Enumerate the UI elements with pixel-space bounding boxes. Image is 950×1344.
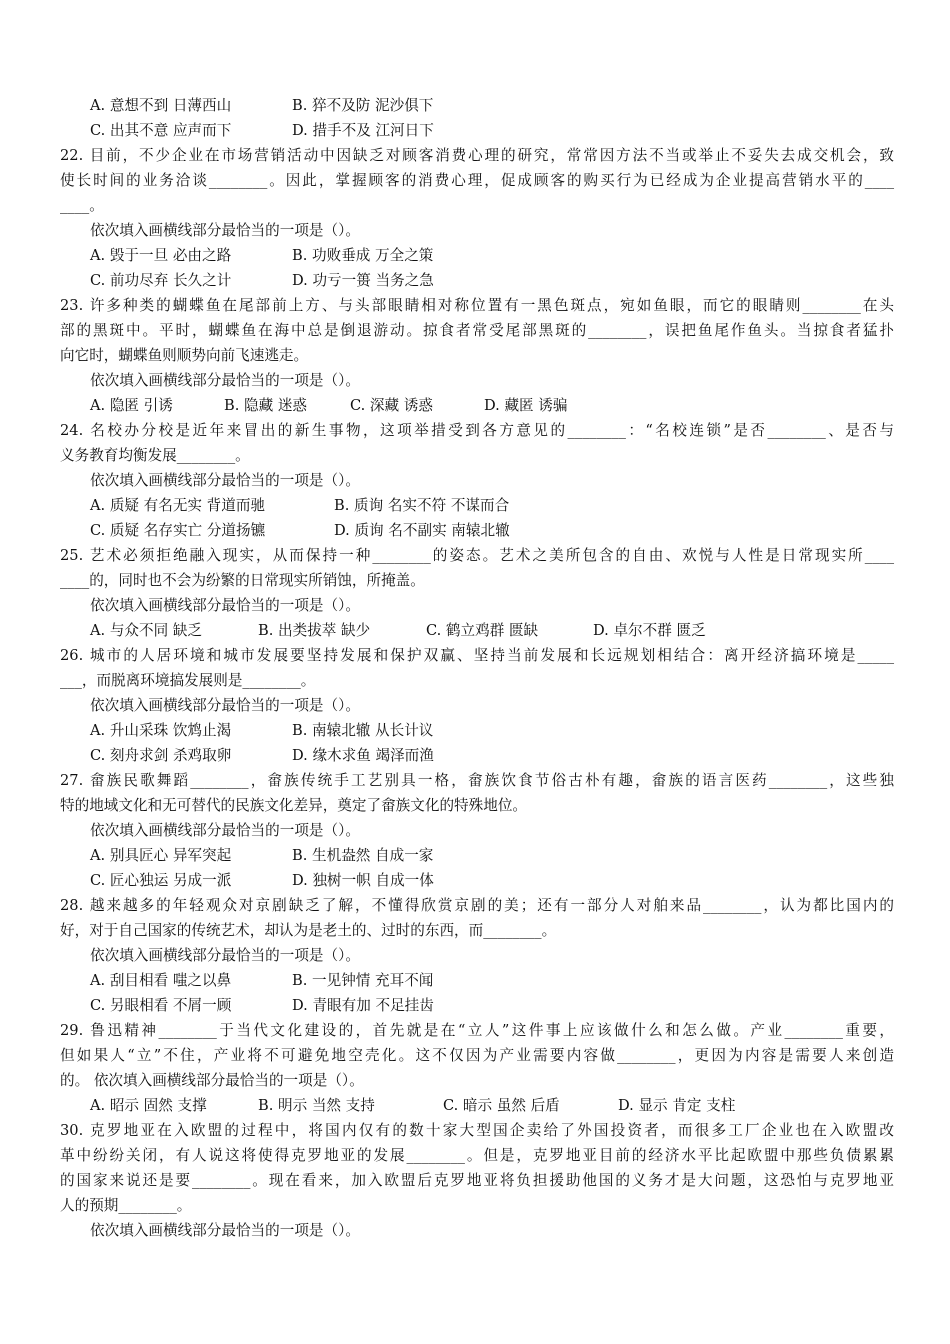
q21-option-c: C. 出其不意 应声而下 (90, 122, 232, 139)
q22-text-line-3: ____。 (60, 197, 104, 214)
q22-option-c: C. 前功尽弃 长久之计 (90, 272, 232, 289)
q30-text-line-2: 革中纷纷关闭，有人说这将使得克罗地亚的发展________。但是，克罗地亚目前的经济水平比起欧盟中那些负债累累 (60, 1147, 894, 1164)
q22-option-d: D. 功亏一篑 当务之急 (292, 272, 434, 289)
q22-option-a: A. 毁于一旦 必由之路 (90, 247, 232, 264)
q27-text-line-1: 27. 畲族民歌舞蹈________，畲族传统手工艺别具一格，畲族饮食节俗古朴有趣，畲族的语言医药________，这些独 (60, 772, 894, 789)
q30-text-line-3: 的国家来说还是要________。现在看来，加入欧盟后克罗地亚将负担援助他国的义务才是大问题，这恐怕与克罗地亚 (60, 1172, 894, 1189)
q23-option-d: D. 藏匿 诱骗 (484, 397, 568, 414)
q23-text-line-2: 部的黑斑中。平时，蝴蝶鱼在海中总是倒退游动。掠食者常受尾部黑斑的________，误把鱼尾作鱼头。当掠食者猛扑 (60, 322, 894, 339)
q29-option-c: C. 暗示 虽然 后盾 (443, 1097, 560, 1114)
q29-option-d: D. 显示 肯定 支柱 (618, 1097, 736, 1114)
q28-option-d: D. 青眼有加 不足挂齿 (292, 997, 434, 1014)
q24-option-b: B. 质询 名实不符 不谋而合 (334, 497, 510, 514)
q28-option-b: B. 一见钟情 充耳不闻 (292, 972, 434, 989)
q21-option-a: A. 意想不到 日薄西山 (90, 97, 232, 114)
q22-option-b: B. 功败垂成 万全之策 (292, 247, 434, 264)
q23-text-line-3: 向它时，蝴蝶鱼则顺势向前飞速逃走。 (60, 347, 309, 364)
q29-text-line-3: 的。 依次填入画横线部分最恰当的一项是（）。 (60, 1072, 364, 1089)
q23-option-b: B. 隐藏 迷惑 (224, 397, 308, 414)
q26-instruction: 依次填入画横线部分最恰当的一项是（）。 (90, 697, 360, 714)
q25-text-line-2: ____的，同时也不会为纷繁的日常现实所销蚀，所掩盖。 (60, 572, 425, 589)
q22-text-line-1: 22. 目前，不少企业在市场营销活动中因缺乏对顾客消费心理的研究，常常因方法不当或举止不妥失去成交机会，致 (60, 147, 894, 164)
q30-instruction: 依次填入画横线部分最恰当的一项是（）。 (90, 1222, 360, 1239)
q28-text-line-1: 28. 越来越多的年轻观众对京剧缺乏了解，不懂得欣赏京剧的美；还有一部分人对舶来品________，认为都比国内的 (60, 897, 894, 914)
q22-instruction: 依次填入画横线部分最恰当的一项是（）。 (90, 222, 360, 239)
q24-instruction: 依次填入画横线部分最恰当的一项是（）。 (90, 472, 360, 489)
q29-option-a: A. 昭示 固然 支撑 (90, 1097, 207, 1114)
q26-option-c: C. 刻舟求剑 杀鸡取卵 (90, 747, 232, 764)
q27-instruction: 依次填入画横线部分最恰当的一项是（）。 (90, 822, 360, 839)
q28-instruction: 依次填入画横线部分最恰当的一项是（）。 (90, 947, 360, 964)
q25-option-d: D. 卓尔不群 匮乏 (593, 622, 706, 639)
q24-option-c: C. 质疑 名存实亡 分道扬镳 (90, 522, 266, 539)
q23-option-c: C. 深藏 诱惑 (350, 397, 433, 414)
q29-option-b: B. 明示 当然 支持 (258, 1097, 375, 1114)
q27-option-d: D. 独树一帜 自成一体 (292, 872, 434, 889)
q27-text-line-2: 特的地域文化和无可替代的民族文化差异，奠定了畲族文化的特殊地位。 (60, 797, 528, 814)
q23-text-line-1: 23. 许多种类的蝴蝶鱼在尾部前上方、与头部眼睛相对称位置有一黑色斑点，宛如鱼眼，而它的眼睛则________在头 (60, 297, 894, 314)
q29-text-line-1: 29. 鲁迅精神________于当代文化建设的，首先就是在“立人”这件事上应该做什么和怎么做。产业________重要， (60, 1022, 894, 1039)
q23-instruction: 依次填入画横线部分最恰当的一项是（）。 (90, 372, 360, 389)
q30-text-line-4: 人的预期________。 (60, 1197, 192, 1214)
q26-option-d: D. 缘木求鱼 竭泽而渔 (292, 747, 434, 764)
q27-option-c: C. 匠心独运 另成一派 (90, 872, 232, 889)
q25-instruction: 依次填入画横线部分最恰当的一项是（）。 (90, 597, 360, 614)
q21-option-b: B. 猝不及防 泥沙俱下 (292, 97, 434, 114)
q26-text-line-2: ___，而脱离环境搞发展则是________。 (60, 672, 316, 689)
q24-text-line-2: 义务教育均衡发展________。 (60, 447, 250, 464)
q29-text-line-2: 但如果人“立”不住，产业将不可避免地空壳化。这不仅因为产业需要内容做________，更因为内容是需要人来创造 (60, 1047, 894, 1064)
q22-text-line-2: 使长时间的业务洽谈________。因此，掌握顾客的消费心理，促成顾客的购买行为已经成为企业提高营销水平的____ (60, 172, 894, 189)
q28-option-c: C. 另眼相看 不屑一顾 (90, 997, 232, 1014)
q26-option-a: A. 升山采珠 饮鸩止渴 (90, 722, 232, 739)
q26-option-b: B. 南辕北辙 从长计议 (292, 722, 434, 739)
q25-option-a: A. 与众不同 缺乏 (90, 622, 203, 639)
q24-option-a: A. 质疑 有名无实 背道而驰 (90, 497, 266, 514)
q25-option-b: B. 出类拔萃 缺少 (258, 622, 371, 639)
q24-option-d: D. 质询 名不副实 南辕北辙 (334, 522, 510, 539)
q24-text-line-1: 24. 名校办分校是近年来冒出的新生事物，这项举措受到各方意见的________：“名校连锁”是否________、是否与 (60, 422, 894, 439)
q28-option-a: A. 刮目相看 嗤之以鼻 (90, 972, 232, 989)
q27-option-b: B. 生机盎然 自成一家 (292, 847, 434, 864)
q30-text-line-1: 30. 克罗地亚在入欧盟的过程中，将国内仅有的数十家大型国企卖给了外国投资者，而很多工厂企业也在入欧盟改 (60, 1122, 894, 1139)
q25-text-line-1: 25. 艺术必须拒绝融入现实，从而保持一种________的姿态。艺术之美所包含的自由、欢悦与人性是日常现实所____ (60, 547, 894, 564)
q25-option-c: C. 鹤立鸡群 匮缺 (426, 622, 539, 639)
q21-option-d: D. 措手不及 江河日下 (292, 122, 434, 139)
q28-text-line-2: 好，对于自己国家的传统艺术，却认为是老土的、过时的东西，而________。 (60, 922, 557, 939)
q23-option-a: A. 隐匿 引诱 (90, 397, 173, 414)
q27-option-a: A. 别具匠心 异军突起 (90, 847, 232, 864)
q26-text-line-1: 26. 城市的人居环境和城市发展要坚持发展和保护双赢、坚持当前发展和长远规划相结合：离开经济搞环境是_____ (60, 647, 894, 664)
